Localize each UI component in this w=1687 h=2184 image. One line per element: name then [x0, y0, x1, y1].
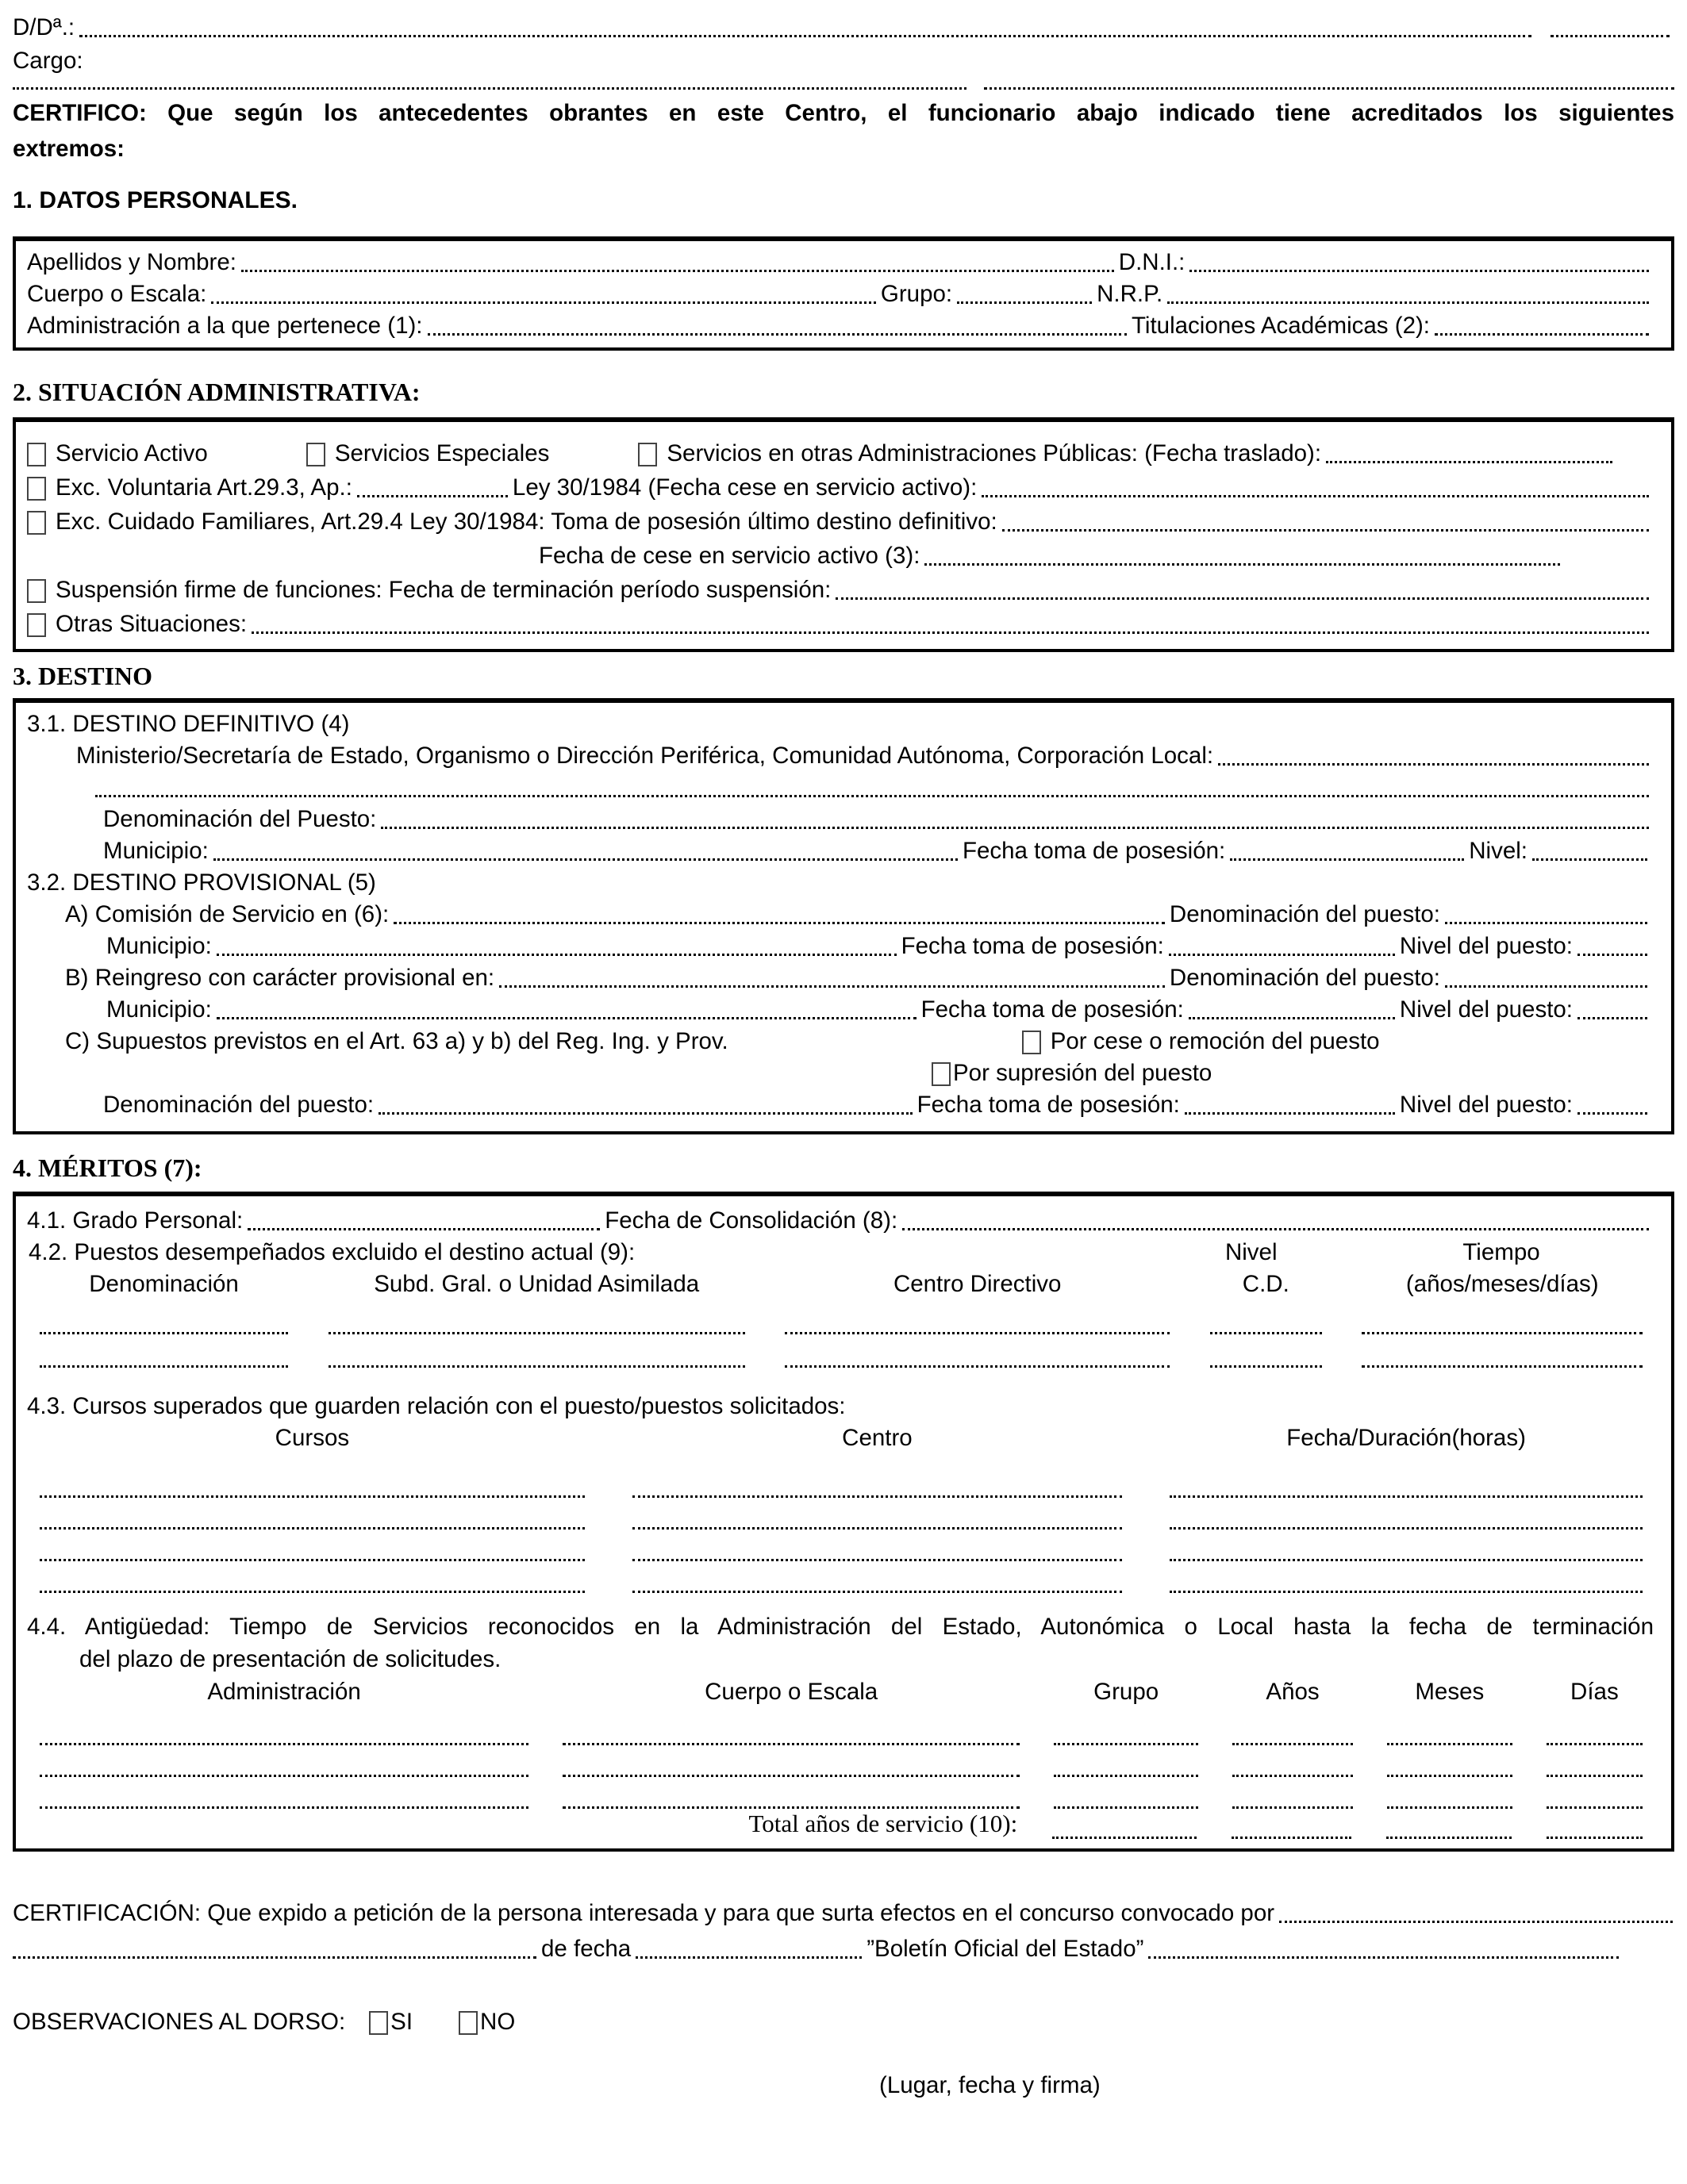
fecha-toma-label: Fecha toma de posesión:	[962, 837, 1226, 864]
cursos-title-row	[27, 1388, 1654, 1422]
dotted-fill	[1170, 1555, 1643, 1561]
servicio-activo-checkbox[interactable]	[27, 443, 46, 466]
col-header-cd: C.D.	[1242, 1270, 1289, 1297]
puestos-row	[27, 1299, 1654, 1334]
dotted-fill	[1232, 1771, 1353, 1777]
col-header-administracion: Administración	[207, 1678, 361, 1705]
comision-label: A) Comisión de Servicio en (6):	[65, 900, 390, 927]
cuerpo-label: Cuerpo o Escala:	[27, 280, 207, 307]
dotted-fill	[1386, 1833, 1512, 1839]
dotted-fill	[1326, 461, 1612, 463]
exc-cuidado-checkbox[interactable]	[27, 511, 46, 535]
apellidos-row	[27, 246, 1654, 278]
table-cell	[40, 1328, 288, 1334]
dotted-fill	[40, 1771, 528, 1777]
dotted-fill	[1362, 1361, 1643, 1368]
dotted-fill	[1189, 270, 1649, 272]
col-header-anos: Años	[1266, 1678, 1320, 1705]
dotted-fill	[1218, 763, 1649, 766]
firma-row	[13, 2069, 1674, 2101]
dotted-fill	[636, 1956, 862, 1959]
suspension-checkbox[interactable]	[27, 579, 46, 603]
ministerio-fill-row	[27, 771, 1654, 803]
cursos-row	[27, 1561, 1654, 1593]
section2-title: 2. SITUACIÓN ADMINISTRATIVA:	[13, 377, 421, 406]
table-cell	[1210, 1361, 1322, 1368]
dotted-fill	[1170, 1491, 1643, 1498]
dotted-fill	[1362, 1328, 1643, 1334]
col-header-grupo: Grupo	[1093, 1678, 1159, 1705]
destino-provisional-title-row	[27, 866, 1654, 898]
certifico-line2: extremos:	[13, 136, 125, 162]
denominacion-puesto-label: Denominación del puesto:	[1169, 964, 1440, 991]
servicios-especiales-label: Servicios Especiales	[334, 439, 550, 466]
ley-fecha-cese-label: Ley 30/1984 (Fecha cese en servicio activo):	[512, 474, 978, 501]
dd-row	[13, 8, 1674, 43]
nivel-label: Nivel:	[1469, 837, 1528, 864]
dotted-fill	[13, 1956, 536, 1959]
ministerio-row	[27, 739, 1654, 771]
puestos-header-row	[27, 1268, 1654, 1299]
table-cell	[1210, 1328, 1322, 1334]
cursos-row	[27, 1498, 1654, 1530]
denominacion-label: Denominación del Puesto:	[103, 805, 377, 832]
nrp-label: N.R.P.	[1097, 280, 1163, 307]
dotted-fill	[95, 795, 1649, 797]
dotted-fill	[40, 1587, 585, 1593]
dotted-fill	[40, 1491, 585, 1498]
dotted-fill	[1232, 1739, 1353, 1745]
fecha-toma-label: Fecha toma de posesión:	[901, 932, 1164, 959]
reingreso-row	[27, 961, 1654, 993]
otras-situaciones-label: Otras Situaciones:	[56, 610, 248, 637]
dotted-fill	[40, 1523, 585, 1530]
certificacion-block	[13, 1893, 1674, 1964]
table-cell	[1547, 1771, 1643, 1777]
dotted-fill	[785, 1361, 1170, 1368]
denominacion-supuestos-row	[27, 1088, 1654, 1120]
table-cell	[1170, 1587, 1643, 1593]
certificacion-row-2	[13, 1929, 1674, 1964]
table-cell	[1054, 1771, 1198, 1777]
destino-provisional-title: 3.2. DESTINO PROVISIONAL (5)	[27, 869, 376, 896]
dotted-fill	[217, 1017, 917, 1019]
dotted-fill	[836, 597, 1649, 600]
destino-definitivo-title: 3.1. DESTINO DEFINITIVO (4)	[27, 710, 350, 737]
dotted-fill	[1577, 1017, 1647, 1019]
cursos-row	[27, 1466, 1654, 1498]
antiguedad-header-row	[27, 1675, 1654, 1707]
col-header-cursos: Cursos	[275, 1424, 350, 1451]
antiguedad-row	[27, 1714, 1654, 1745]
no-checkbox[interactable]	[459, 2011, 478, 2035]
servicios-otras-label: Servicios en otras Administraciones Públicas: (Fecha traslado):	[667, 439, 1322, 466]
observaciones-row	[13, 2001, 1674, 2037]
table-cell	[1362, 1328, 1643, 1334]
col-header-unidad-tiempo: (años/meses/días)	[1405, 1270, 1599, 1297]
cursos-header-row	[27, 1422, 1654, 1453]
dotted-fill	[563, 1802, 1020, 1809]
dotted-fill	[1445, 922, 1647, 924]
dotted-fill	[40, 1739, 528, 1745]
section1-box	[13, 236, 1674, 351]
table-cell	[329, 1328, 745, 1334]
municipio-comision-row	[27, 930, 1654, 961]
por-supresion-checkbox[interactable]	[932, 1062, 951, 1086]
reingreso-label: B) Reingreso con carácter provisional en:	[65, 964, 495, 991]
table-cell	[1362, 1361, 1643, 1368]
col-header-meses: Meses	[1415, 1678, 1485, 1705]
por-cese-checkbox[interactable]	[1022, 1031, 1041, 1054]
dotted-fill	[1387, 1739, 1512, 1745]
certifico-text	[13, 95, 1674, 167]
dotted-fill	[1185, 1112, 1395, 1115]
dotted-fill	[902, 1228, 1649, 1230]
table-cell	[1387, 1739, 1512, 1745]
certifico-line1: CERTIFICO: Que según los antecedentes obrantes en este Centro, el funcionario abajo indicado tiene acreditados los siguientes	[13, 100, 1674, 126]
table-cell	[632, 1555, 1121, 1561]
cargo-row	[13, 43, 1674, 76]
table-cell	[1547, 1739, 1643, 1745]
no-label: NO	[480, 2009, 516, 2036]
table-cell	[1387, 1771, 1512, 1777]
administracion-label: Administración a la que pertenece (1):	[27, 312, 423, 339]
antiguedad-row	[27, 1745, 1654, 1777]
col-header-centro: Centro	[842, 1424, 913, 1451]
puestos-row	[27, 1334, 1654, 1368]
por-supresion-label: Por supresión del puesto	[953, 1059, 1212, 1086]
table-cell	[1232, 1833, 1352, 1839]
col-header-nivel: Nivel	[1224, 1238, 1278, 1265]
puestos-title-row	[27, 1236, 1654, 1268]
dotted-fill	[1547, 1771, 1643, 1777]
col-header-denominacion: Denominación	[89, 1270, 239, 1297]
table-cell	[1547, 1802, 1643, 1809]
table-cell	[40, 1739, 528, 1745]
dotted-fill	[40, 1555, 585, 1561]
si-checkbox[interactable]	[369, 2011, 388, 2035]
lugar-fecha-firma-label: (Lugar, fecha y firma)	[879, 2072, 1101, 2099]
table-cell	[1170, 1523, 1643, 1530]
dotted-fill	[211, 301, 876, 304]
table-cell	[329, 1361, 745, 1368]
observaciones-label: OBSERVACIONES AL DORSO:	[13, 2009, 346, 2036]
dotted-fill	[1532, 858, 1647, 861]
table-cell	[632, 1523, 1121, 1530]
section4-title: 4. MÉRITOS (7):	[13, 1153, 202, 1182]
puestos-title: 4.2. Puestos desempeñados excluido el destino actual (9):	[29, 1238, 636, 1265]
situacion-row-5	[27, 571, 1654, 605]
fecha-toma-label: Fecha toma de posesión:	[920, 996, 1184, 1023]
table-cell	[1386, 1833, 1512, 1839]
dotted-fill	[357, 495, 508, 497]
dotted-fill	[632, 1523, 1121, 1530]
situacion-row-6	[27, 605, 1654, 639]
dotted-fill	[632, 1587, 1121, 1593]
cargo-fill-row	[13, 76, 1674, 95]
dotted-fill	[329, 1328, 745, 1334]
servicios-otras-checkbox[interactable]	[638, 443, 657, 466]
dotted-fill	[499, 985, 1165, 988]
dotted-fill	[1169, 954, 1395, 956]
table-cell	[785, 1328, 1170, 1334]
grado-personal-row	[27, 1203, 1654, 1236]
suspension-label: Suspensión firme de funciones: Fecha de terminación período suspensión:	[56, 576, 832, 603]
col-header-dias: Días	[1570, 1678, 1619, 1705]
table-cell	[40, 1587, 585, 1593]
table-cell	[40, 1771, 528, 1777]
antiguedad-line1: 4.4. Antigüedad: Tiempo de Servicios reconocidos en la Administración del Estado, Autonómica o Local hasta la fecha de terminación	[27, 1613, 1654, 1640]
dotted-fill	[1170, 1523, 1643, 1530]
dotted-fill	[924, 563, 1560, 566]
denominacion-puesto-label: Denominación del puesto:	[103, 1091, 375, 1118]
dotted-fill	[957, 301, 1092, 304]
dotted-fill	[984, 87, 1674, 90]
situacion-row-3	[27, 503, 1654, 537]
dotted-fill	[40, 1361, 288, 1368]
table-cell	[1054, 1739, 1198, 1745]
dotted-fill	[40, 1802, 528, 1809]
dotted-fill	[1167, 301, 1649, 304]
dotted-fill	[252, 631, 1649, 634]
grado-personal-label: 4.1. Grado Personal:	[27, 1207, 244, 1234]
cargo-label: Cargo:	[13, 48, 83, 75]
section3-box	[13, 698, 1674, 1134]
comision-row	[27, 898, 1654, 930]
table-cell	[1232, 1739, 1353, 1745]
dotted-fill	[1210, 1328, 1322, 1334]
municipio-label: Municipio:	[103, 837, 209, 864]
nivel-puesto-label: Nivel del puesto:	[1399, 996, 1573, 1023]
dotted-fill	[241, 270, 1114, 272]
dotted-fill	[1435, 333, 1649, 336]
municipio-label: Municipio:	[106, 932, 212, 959]
antiguedad-line2: del plazo de presentación de solicitudes.	[79, 1645, 501, 1672]
dotted-fill	[1189, 1017, 1395, 1019]
destino-definitivo-title-row	[27, 708, 1654, 739]
supuestos-row	[27, 1025, 1654, 1057]
grupo-label: Grupo:	[880, 280, 953, 307]
dotted-fill	[1170, 1587, 1643, 1593]
table-cell	[1547, 1833, 1643, 1839]
situacion-row-4	[27, 537, 1654, 571]
dotted-fill	[1445, 985, 1647, 988]
dotted-fill	[1002, 529, 1649, 532]
col-header-tiempo: Tiempo	[1462, 1238, 1540, 1265]
dotted-fill	[379, 1112, 913, 1115]
dotted-fill	[217, 954, 897, 956]
ministerio-label: Ministerio/Secretaría de Estado, Organismo o Dirección Periférica, Comunidad Autónoma, Corporación Local:	[76, 742, 1214, 769]
cursos-row	[27, 1530, 1654, 1561]
table-cell	[1170, 1491, 1643, 1498]
dotted-fill	[1054, 1739, 1198, 1745]
por-supresion-row	[27, 1057, 1654, 1088]
servicio-activo-label: Servicio Activo	[56, 439, 208, 466]
administracion-row	[27, 309, 1654, 341]
dni-label: D.N.I.:	[1118, 248, 1186, 275]
col-header-subd: Subd. Gral. o Unidad Asimilada	[374, 1270, 700, 1297]
table-cell	[40, 1491, 585, 1498]
section1-title: 1. DATOS PERSONALES.	[13, 187, 298, 213]
municipio-definitivo-row	[27, 835, 1654, 866]
exc-voluntaria-checkbox[interactable]	[27, 477, 46, 501]
table-cell	[1054, 1802, 1198, 1809]
dotted-fill	[785, 1328, 1170, 1334]
dotted-fill	[1210, 1361, 1322, 1368]
table-cell	[40, 1802, 528, 1809]
dotted-fill	[1232, 1833, 1352, 1839]
denominacion-puesto-label: Denominación del puesto:	[1169, 900, 1440, 927]
table-cell	[632, 1587, 1121, 1593]
table-cell	[40, 1361, 288, 1368]
col-header-centro-directivo: Centro Directivo	[893, 1270, 1062, 1297]
dotted-fill	[1547, 1833, 1643, 1839]
table-cell	[785, 1361, 1170, 1368]
section2-box	[13, 417, 1674, 652]
dotted-fill	[394, 922, 1165, 924]
denominacion-row	[27, 803, 1654, 835]
consolidacion-label: Fecha de Consolidación (8):	[605, 1207, 898, 1234]
section4-box	[13, 1192, 1674, 1852]
total-label: Total años de servicio (10):	[748, 1809, 1018, 1837]
dotted-fill	[563, 1771, 1020, 1777]
dotted-fill	[1148, 1956, 1619, 1959]
dotted-fill	[1547, 1802, 1643, 1809]
col-header-fecha-duracion: Fecha/Duración(horas)	[1286, 1424, 1526, 1451]
servicios-especiales-checkbox[interactable]	[306, 443, 325, 466]
table-cell	[563, 1739, 1020, 1745]
nivel-puesto-label: Nivel del puesto:	[1399, 1091, 1573, 1118]
section3-title: 3. DESTINO	[13, 661, 153, 690]
dotted-fill	[428, 333, 1127, 336]
dotted-fill	[1577, 954, 1647, 956]
dotted-fill	[213, 858, 958, 861]
apellidos-label: Apellidos y Nombre:	[27, 248, 236, 275]
exc-cuidado-label: Exc. Cuidado Familiares, Art.29.4 Ley 30/1984: Toma de posesión último destino definitivo:	[56, 508, 997, 535]
table-cell	[1232, 1771, 1353, 1777]
dotted-fill	[1232, 1802, 1353, 1809]
exc-voluntaria-label: Exc. Voluntaria Art.29.3, Ap.:	[56, 474, 352, 501]
dotted-fill	[982, 495, 1649, 497]
por-cese-label: Por cese o remoción del puesto	[1050, 1027, 1380, 1054]
situacion-row-2	[27, 469, 1654, 503]
col-header-cuerpo-escala: Cuerpo o Escala	[705, 1678, 878, 1705]
situacion-row-1	[27, 435, 1654, 469]
fecha-cese-activo-label: Fecha de cese en servicio activo (3):	[539, 542, 920, 569]
dotted-fill	[1054, 1802, 1198, 1809]
dotted-fill	[1054, 1771, 1198, 1777]
dotted-fill	[632, 1491, 1121, 1498]
otras-situaciones-checkbox[interactable]	[27, 613, 46, 637]
dotted-fill	[1230, 858, 1464, 861]
table-cell	[1052, 1833, 1197, 1839]
municipio-reingreso-row	[27, 993, 1654, 1025]
boe-label: ”Boletín Oficial del Estado”	[867, 1936, 1144, 1963]
dotted-fill	[1387, 1771, 1512, 1777]
table-cell	[563, 1771, 1020, 1777]
dotted-fill	[1551, 35, 1670, 37]
dotted-fill	[1547, 1739, 1643, 1745]
table-cell	[563, 1802, 1020, 1809]
table-cell	[1170, 1555, 1643, 1561]
dotted-fill	[381, 827, 1649, 829]
dotted-fill	[1279, 1921, 1673, 1923]
dotted-fill	[13, 87, 966, 90]
table-cell	[1387, 1802, 1512, 1809]
dotted-fill	[329, 1361, 745, 1368]
dd-label: D/Dª.:	[13, 14, 75, 41]
dotted-fill	[632, 1555, 1121, 1561]
table-cell	[1232, 1802, 1353, 1809]
nivel-puesto-label: Nivel del puesto:	[1399, 932, 1573, 959]
dotted-fill	[79, 35, 1531, 37]
antiguedad-text	[27, 1610, 1654, 1675]
certificacion-text: CERTIFICACIÓN: Que expido a petición de la persona interesada y para que surta efectos en el concurso convocado por	[13, 1900, 1275, 1927]
titulaciones-label: Titulaciones Académicas (2):	[1131, 312, 1430, 339]
cursos-title: 4.3. Cursos superados que guarden relación con el puesto/puestos solicitados:	[27, 1392, 846, 1419]
dotted-fill	[1052, 1833, 1197, 1839]
certificacion-row-1	[13, 1893, 1674, 1929]
cuerpo-row	[27, 278, 1654, 309]
total-row	[27, 1809, 1654, 1840]
si-label: SI	[390, 2009, 413, 2036]
fecha-toma-label: Fecha toma de posesión:	[917, 1091, 1180, 1118]
supuestos-label: C) Supuestos previstos en el Art. 63 a) y b) del Reg. Ing. y Prov.	[65, 1027, 728, 1054]
table-cell	[40, 1555, 585, 1561]
table-cell	[40, 1523, 585, 1530]
dotted-fill	[563, 1739, 1020, 1745]
dotted-fill	[1387, 1802, 1512, 1809]
antiguedad-row	[27, 1777, 1654, 1809]
dotted-fill	[248, 1228, 600, 1230]
dotted-fill	[1577, 1112, 1647, 1115]
table-cell	[632, 1491, 1121, 1498]
municipio-label: Municipio:	[106, 996, 212, 1023]
dotted-fill	[40, 1328, 288, 1334]
de-fecha-label: de fecha	[541, 1936, 632, 1963]
